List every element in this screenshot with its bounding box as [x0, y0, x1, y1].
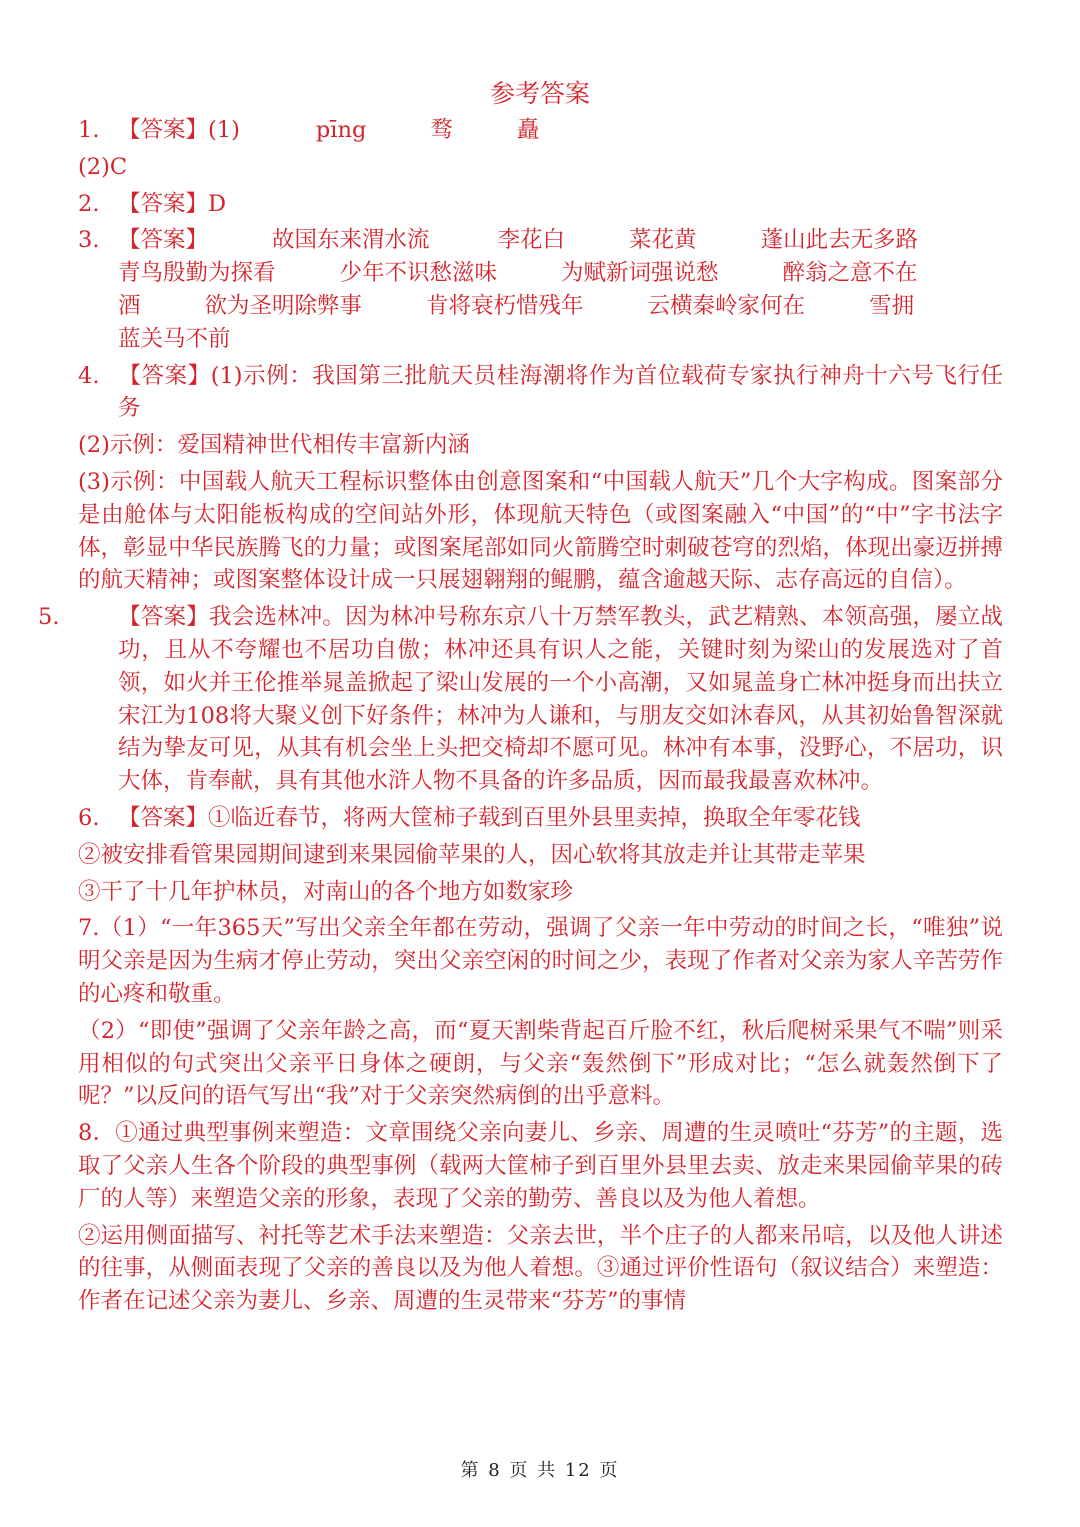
answer-3-line1-a: 故国东来渭水流 — [272, 227, 430, 254]
answer-3-line3-a: 酒 — [118, 292, 141, 319]
answer-1 — [78, 114, 1003, 147]
answer-1-item-1: pīng — [315, 117, 367, 143]
answer-5 — [38, 601, 1003, 798]
answer-5-number: 5. — [38, 604, 60, 631]
answer-4-part-3: (3)示例：中国载人航天工程标识整体由创意图案和“中国载人航天”几个大字构成。图案部分是由舱体与太阳能板构成的空间站外形，体现航天特色（或图案融入“中国”的“中”字书法字体，彰显中华民族腾飞的力量；或图案尾部如同火箭腾空时刺破苍穹的烈焰，体现出豪迈拼搏的航天精神；或图案整体设计成一只展翅翱翔的鲲鹏，蕴含逾越天际、志存高远的自信）。 — [78, 468, 1003, 594]
answer-3-line2-c: 为赋新词强说愁 — [561, 260, 719, 287]
answer-3-line3-e: 雪拥 — [869, 292, 915, 319]
answer-1-number: 1. — [78, 117, 100, 143]
answer-5-text: 【答案】我会选林冲。因为林冲号称东京八十万禁军教头，武艺精熟、本领高强，屡立战功，且从不夸耀也不居功自傲；林冲还具有识人之能，关键时刻为梁山的发展选对了首领，如火并王伦推举晁盖掀起了梁山发展的一个小高潮，又如晁盖身亡林冲挺身而出扶立宋江为108将大聚义创下好条件；林冲为人谦和，与朋友交如沐春风，从其初始鲁智深就结为挚友可见，从其有机会坐上头把交椅却不愿可见。林冲有本事，没野心，不居功，识大体，肯奉献，具有其他水浒人物不具备的许多品质，因而最我最喜欢林冲。 — [118, 604, 1003, 795]
page-title: 参考答案 — [489, 79, 590, 108]
answer-6-part-1: 【答案】①临近春节，将两大筐柿子载到百里外县里卖掉，换取全年零花钱 — [118, 804, 861, 831]
answer-2-text: 【答案】D — [118, 190, 227, 217]
answer-8-part-2: ②运用侧面描写、衬托等艺术手法来塑造：父亲去世，半个庄子的人都来吊唁，以及他人讲述的往事，从侧面表现了父亲的善良以及为他人着想。③通过评价性语句（叙议结合）来塑造：作者在记述父亲为妻儿、乡亲、周遭的生灵带来“芬芳”的事情 — [78, 1222, 1003, 1315]
answer-3-line3-b: 欲为圣明除弊事 — [204, 292, 363, 319]
answer-6-part-3: ③干了十几年护林员，对南山的各个地方如数家珍 — [78, 878, 574, 905]
answer-6-number: 6. — [78, 804, 100, 831]
answer-4-part-1: 【答案】(1)示例：我国第三批航天员桂海潮将作为首位载荷专家执行神舟十六号飞行任务 — [118, 362, 1003, 422]
answer-2-number: 2. — [78, 190, 100, 217]
answer-7-part-1: 7.（1）“一年365天”写出父亲全年都在劳动，强调了父亲一年中劳动的时间之长，“唯独”说明父亲是因为生病才停止劳动，突出父亲空闲的时间之少，表现了作者对父亲为家人辛苦劳作的心疼和敬重。 — [78, 915, 1003, 1007]
answer-3-line4: 蓝关马不前 — [118, 325, 231, 352]
answer-4-part-2: (2)示例：爱国精神世代相传丰富新内涵 — [78, 432, 470, 459]
page-footer: 第 8 页 共 12 页 — [460, 1460, 620, 1481]
answer-3-line2-d: 醉翁之意不在 — [782, 260, 918, 287]
answer-body — [38, 114, 1003, 1322]
answer-6 — [78, 802, 1003, 835]
answer-3-line2-b: 少年不识愁滋味 — [339, 260, 498, 287]
answer-8-part-1: 8．①通过典型事例来塑造：文章围绕父亲向妻儿、乡亲、周遭的生灵喷吐“芬芳”的主题，选取了父亲人生各个阶段的典型事例（载两大筐柿子到百里外县里去卖、放走来果园偷苹果的砖厂的人等）来塑造父亲的形象，表现了父亲的勤劳、善良以及为他人着想。 — [78, 1120, 1003, 1212]
answer-3-line3-d: 云横秦岭家何在 — [647, 292, 806, 319]
answer-3-line2-a: 青鸟殷勤为探看 — [118, 260, 276, 287]
answer-1-item-2: 骛 — [430, 117, 453, 143]
answer-3-line1-b: 李花白 — [497, 227, 566, 254]
answer-1-item-3: 矗 — [516, 117, 540, 143]
answer-7-part-2: （2）“即使”强调了父亲年龄之高，而“夏天割柴背起百斤脸不红，秋后爬树采果气不喘”则采用相似的句式突出父亲平日身体之硬朗，与父亲“轰然倒下”形成对比；“怎么就轰然倒下了呢？”以反问的语气写出“我”对于父亲突然病倒的出乎意料。 — [78, 1017, 1003, 1110]
answer-4 — [78, 360, 1003, 426]
answer-3-line1-c: 菜花黄 — [629, 227, 697, 254]
answer-6-part-2: ②被安排看管果园期间逮到来果园偷苹果的人，因心软将其放走并让其带走苹果 — [78, 841, 866, 868]
answer-1-label: 【答案】(1) — [118, 117, 240, 143]
answer-3-line3-c: 肯将衰朽惜残年 — [426, 292, 584, 319]
answer-3-number: 3. — [78, 227, 100, 254]
answer-3 — [78, 224, 1003, 355]
answer-3-line1-d: 蓬山此去无多路 — [760, 227, 919, 254]
answer-3-label: 【答案】 — [118, 227, 209, 254]
answer-1-part-2: (2)C — [78, 153, 128, 180]
answer-2 — [78, 188, 1003, 221]
answer-4-number: 4. — [78, 362, 100, 389]
